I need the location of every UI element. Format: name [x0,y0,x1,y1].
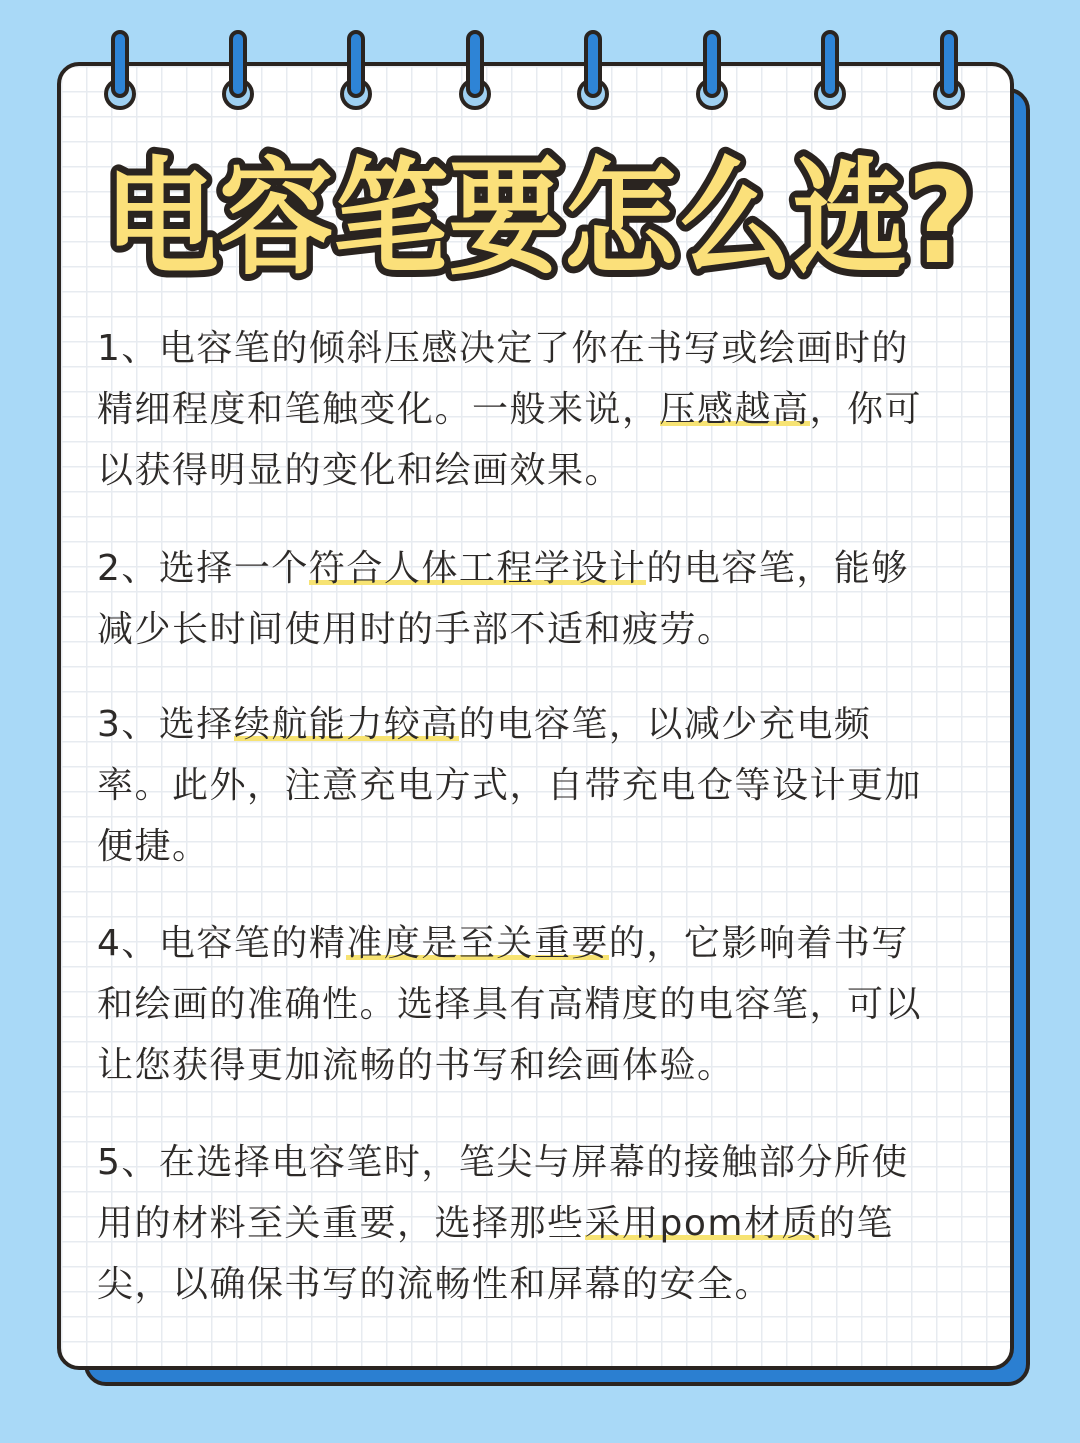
tip-line [97,1193,987,1254]
tip-line [97,816,987,877]
tip-text: 率。此外，注意充电方式，自带充电仓等设计更加 [97,765,923,806]
spiral-ring-icon [573,30,621,120]
tip-text: 尖，以确保书写的流畅性和屏幕的安全。 [97,1264,773,1305]
tip-line [97,1132,987,1193]
tip-text: 让您获得更加流畅的书写和绘画体验。 [97,1045,735,1086]
tip-section-4 [97,913,987,1096]
tip-text: 的电容笔，能够 [646,548,909,589]
tip-text: 5、在选择电容笔时，笔尖与屏幕的接触部分所使 [97,1142,909,1183]
tip-text: 用的材料至关重要，选择那些 [97,1203,585,1244]
tip-section-2 [97,538,987,660]
page-title [60,140,1020,290]
tip-line [97,440,987,501]
tip-text: 和绘画的准确性。选择具有高精度的电容笔，可以 [97,984,923,1025]
spiral-ring-icon [100,30,148,120]
tip-line [97,913,987,974]
page-title-text: 电容笔要怎么选? [104,145,974,290]
tip-text: 2、选择一个 [97,548,309,589]
tip-line [97,1035,987,1096]
tip-text: 精细程度和笔触变化。一般来说， [97,389,660,430]
tip-line [97,318,987,379]
spiral-ring-icon [455,30,503,120]
highlighted-phrase: 采用pom材质 [584,1203,819,1244]
tip-line [97,1254,987,1315]
tip-text: 以获得明显的变化和绘画效果。 [97,450,623,491]
tip-text: 的，它影响着书写 [608,923,909,964]
highlighted-phrase: 压感越高 [659,389,810,430]
spiral-ring-icon [692,30,740,120]
spiral-ring-icon [218,30,266,120]
tip-text: 便捷。 [97,826,210,867]
highlighted-phrase: 续航能力较高 [233,704,459,745]
spiral-ring-icon [336,30,384,120]
spiral-ring-icon [810,30,858,120]
tip-section-3 [97,694,987,877]
tip-text: 1、电容笔的倾斜压感决定了你在书写或绘画时的 [97,328,909,369]
tip-line [97,599,987,660]
tip-line [97,974,987,1035]
tip-text: 3、选择 [97,704,234,745]
tip-line [97,694,987,755]
tip-text: 4、电容笔的精 [97,923,347,964]
tip-text: 的电容笔，以减少充电频 [458,704,872,745]
tip-text: 的笔 [818,1203,894,1244]
spiral-ring-icon [929,30,977,120]
tip-line [97,755,987,816]
highlighted-phrase: 符合人体工程学设计 [308,548,647,589]
tip-text: ，你可 [809,389,923,430]
tip-text: 减少长时间使用时的手部不适和疲劳。 [97,609,735,650]
tip-line [97,379,987,440]
tip-section-1 [97,318,987,501]
tip-line [97,538,987,599]
highlighted-phrase: 准度是至关重要 [346,923,609,964]
tip-section-5 [97,1132,987,1315]
